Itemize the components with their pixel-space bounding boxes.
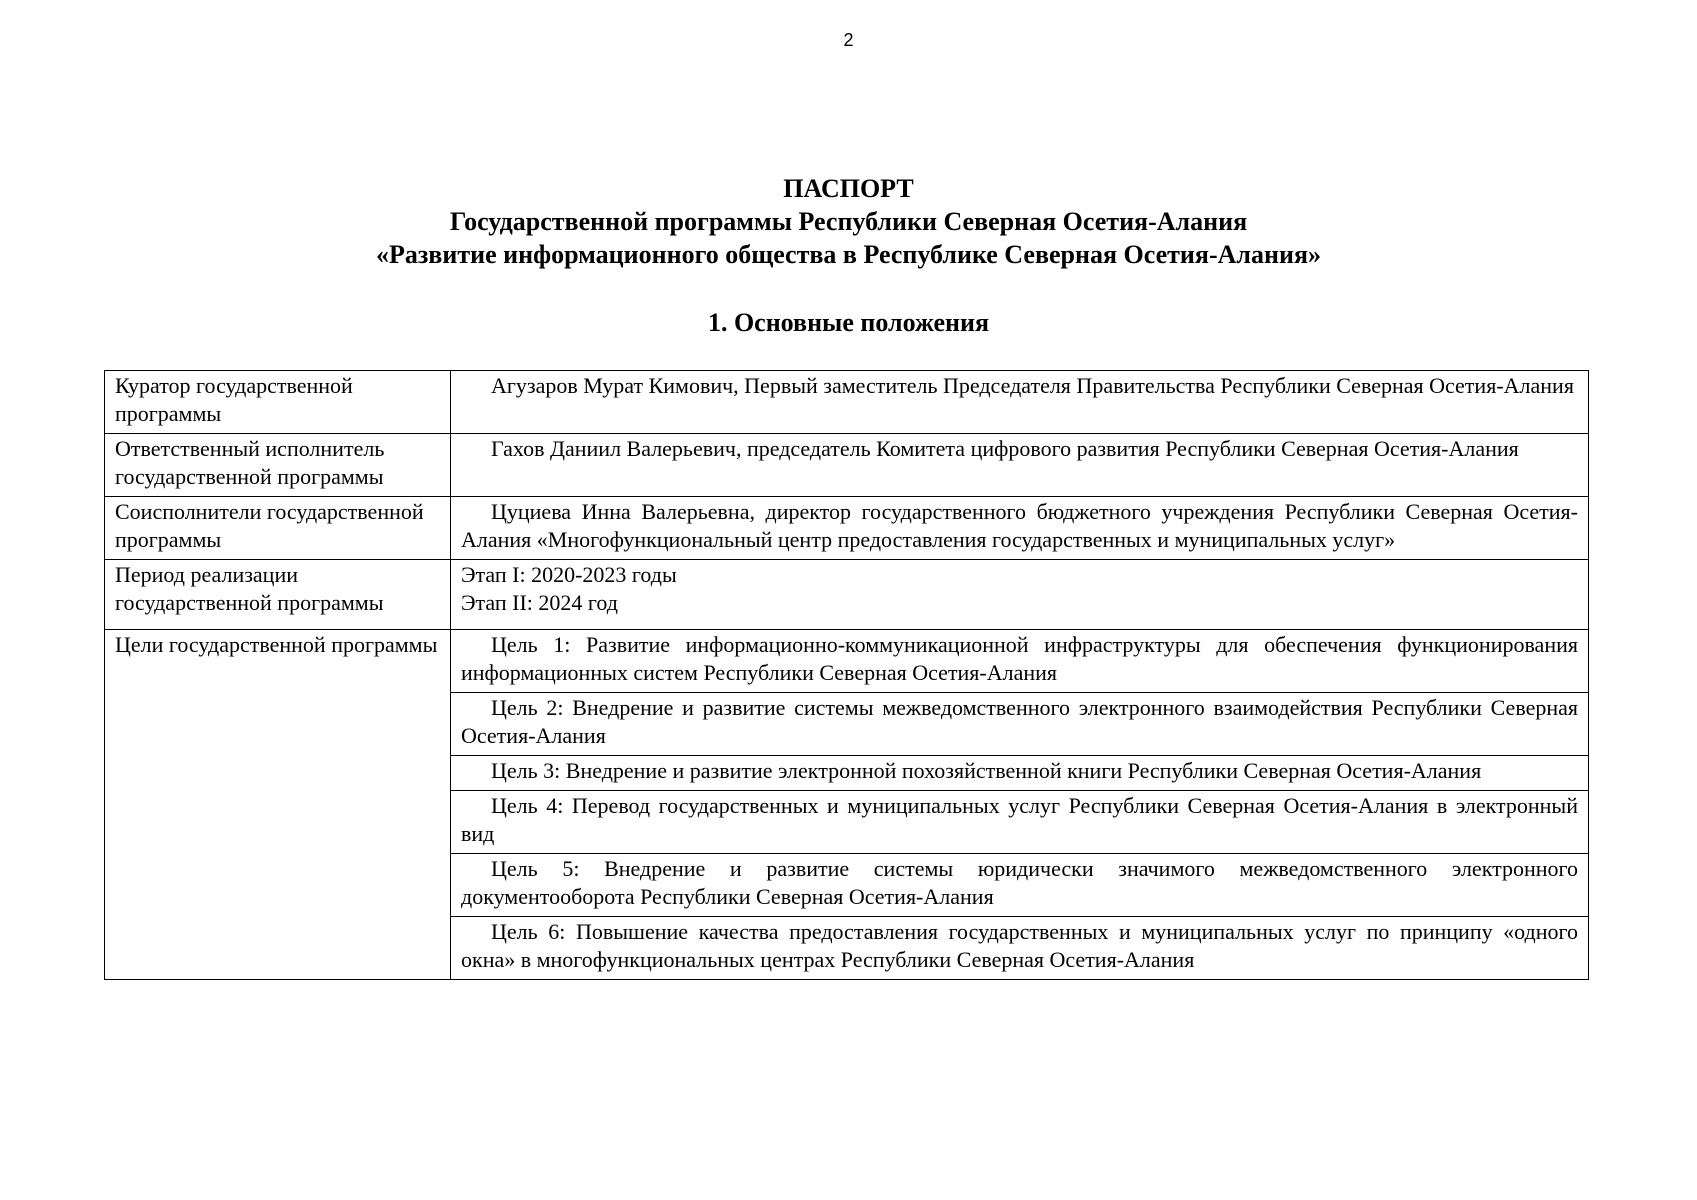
coexecutors-value: Цуциева Инна Валерьевна, директор государственного бюджетного учреждения Республики Северная Осетия-Алания «Многофункциональный центр предоставления государственных и муниципальных услуг» (451, 497, 1589, 560)
stage-1: Этап I: 2020-2023 годы (461, 562, 677, 587)
goal-1: Цель 1: Развитие информационно-коммуникационной инфраструктуры для обеспечения функционирования информационных систем Республики Северная Осетия-Алания (451, 630, 1589, 693)
period-value (451, 560, 1589, 630)
page-number: 2 (843, 30, 854, 50)
goal-3: Цель 3: Внедрение и развитие электронной похозяйственной книги Республики Северная Осетия-Алания (451, 756, 1589, 791)
curator-label: Куратор государственной программы (105, 371, 451, 434)
title-line-2: Государственной программы Республики Северная Осетия-Алания (449, 207, 1248, 236)
curator-value: Агузаров Мурат Кимович, Первый заместитель Председателя Правительства Республики Северная Осетия-Алания (451, 371, 1589, 434)
period-label: Период реализации государственной программы (105, 560, 451, 630)
stage-2: Этап II: 2024 год (461, 590, 618, 615)
goal-5: Цель 5: Внедрение и развитие системы юридически значимого межведомственного электронного документооборота Республики Северная Осетия-Алания (451, 854, 1589, 917)
table-row-coexecutors (105, 497, 1589, 560)
document-title (0, 172, 1697, 271)
coexecutors-label: Соисполнители государственной программы (105, 497, 451, 560)
table-row-period (105, 560, 1589, 630)
title-line-3: «Развитие информационного общества в Республике Северная Осетия-Алания» (375, 240, 1322, 269)
table-row-executor (105, 434, 1589, 497)
table-row-curator (105, 371, 1589, 434)
executor-label: Ответственный исполнитель государственной программы (105, 434, 451, 497)
executor-value: Гахов Даниил Валерьевич, председатель Комитета цифрового развития Республики Северная Осетия-Алания (451, 434, 1589, 497)
passport-table (104, 370, 1589, 980)
goals-label: Цели государственной программы (105, 630, 451, 980)
goal-2: Цель 2: Внедрение и развитие системы межведомственного электронного взаимодействия Республики Северная Осетия-Алания (451, 693, 1589, 756)
title-line-1: ПАСПОРТ (783, 174, 914, 203)
section-title: 1. Основные положения (707, 308, 990, 337)
table-row-goal-1 (105, 630, 1589, 693)
goal-6: Цель 6: Повышение качества предоставления государственных и муниципальных услуг по принципу «одного окна» в многофункциональных центрах Республики Северная Осетия-Алания (451, 917, 1589, 980)
goal-4: Цель 4: Перевод государственных и муниципальных услуг Республики Северная Осетия-Алания в электронный вид (451, 791, 1589, 854)
